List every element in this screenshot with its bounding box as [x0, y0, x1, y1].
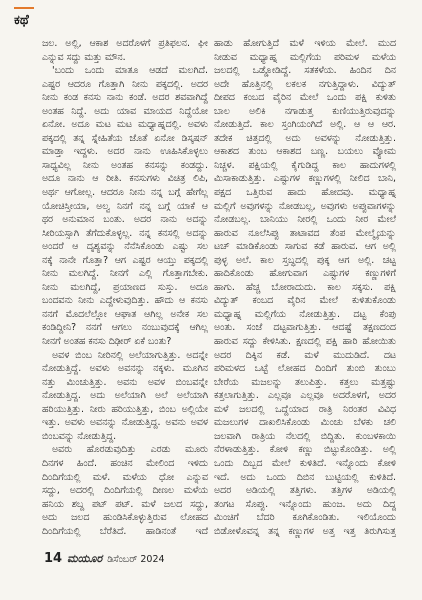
text-line: ಬಂದವನು ನೀನು ಎದ್ದೇಳುವುದಿತ್ತು. ಹೌದು ಆ ಕನಸು [42, 295, 208, 307]
text-line: ನೀನು ಮಲಗಿದ್ದೆ, ಪ್ರಯಾಣದ ಸುಸ್ತು. ಅದೂ [42, 281, 208, 293]
text-line: ನೋಡುತ್ತಿದ್ದೆ. ಅವಳು ಅವನನ್ನು ನಕ್ಕಳು. ಮೂಗಿನ [42, 363, 208, 375]
text-line: ಥರ ಅನುಮಾನ ಬಂತು. ಅದರ ನಾನು ಅದನ್ನು [42, 214, 208, 226]
text-line: ಮಳೆ ಜಲದಲ್ಲಿ ಒದ್ದೆಯಾದ ರಾತ್ರಿ ನಿರಂತರ ವಿವಿಧ [214, 403, 396, 415]
text-line: ಮಾಡ್ತಾ ಇದ್ದಳು. ಅದರ ನಾನು ಊಹಿಸಿಕೊಳ್ಳಲು [42, 146, 208, 158]
text-line: ಹಾರುವ ನೂಲೆಸಿಪ್ಪು ತಾಟಾವದ ತೆಂಪ ಮೇಲ್ಮೈಯನ್ನು [214, 227, 396, 239]
paragraph [42, 64, 208, 348]
text-line: ಎಷ್ಟರ ಆದರೂ ಗೊತ್ತಾಗಿ ನೀನು ಪಕ್ಕದಲ್ಲಿ. ಅದರ [42, 78, 208, 90]
text-line: ದಿಂದಿಗೆಯಲ್ಲಿ ಬೆರೆತಿದೆ. ಹಾಡಿನಂತೆ ಇದೆ [42, 525, 208, 537]
section-accent-bar [14, 7, 34, 9]
text-line: 'ಬಂದು ಒಂದು ಮಾತೂ ಆಡದೆ ಮಲಗಿದೆ. [52, 65, 208, 77]
text-line: ಇತ್ತು. ಅವಳು ಅವನನ್ನು ನೋಡುತ್ತಿದ್ದ. ಅವನು ಅವಳ [42, 417, 208, 429]
text-line: ನಿಚ್ಚಳ. ಪಕ್ಷಿಯಲ್ಲಿ ಕೈಗುಡಿದ್ದ ಕಾಲ ಹಾದುಗಳಲ್ಲಿ [214, 159, 396, 171]
text-line: ನೀನು ಕಂಡ ಕನಸು ನಾನು ಕಂಡೆ. ಅದರ ಶವವಾಗಿದ್ದೆ [42, 92, 208, 104]
text-line: ಪುಳ್ಳ ಅಲೆ. ಕಾಲ ಸ್ತಬ್ಧದಲ್ಲಿ ಪುಕ್ಕ ಆಗ ಅಲ್ಲಿ. ಚಟ್ಟ [214, 254, 396, 266]
left-text-column [42, 37, 208, 538]
paragraph [42, 37, 208, 64]
text-line: ಇದೆ. ಅದು ಒಂದು ದಿಬಿನ ಬುಟ್ಟಿಯಲ್ಲಿ ಕುಳಿತಿದೆ. [214, 471, 396, 483]
text-line: ಅರ್ಥ ಆಗೋಲ್ಲ. ಆದರೂ ನೀನು ನನ್ನ ಬಗ್ಗೆ ಹೇಗೆಲ್ಲ [42, 187, 208, 199]
text-line: ಮಧ್ಯಾಹ್ನ ಮಲ್ಲಿಗೆಯ ನೋಡುತ್ತಿತ್ತು. ದಟ್ಟ ಕೆಂಪು [214, 308, 396, 320]
text-line: ಅವಳ ಬಿಂಬ ನೀರಿನಲ್ಲಿ ಅಲೆಯಾಗುತ್ತಿತ್ತು. ಅದನ್ನೇ [52, 349, 208, 361]
text-line: ಅದೂ ನಾನು ಆ ರೀತಿ. ಕನಸುಗಳು ವಿಚಿತ್ರ ಲಿಪಿ, [42, 173, 208, 185]
text-line: ಎನ್ನುವ ಸದ್ದು ಮತ್ತು ಮೌನ. [42, 51, 126, 63]
text-line: ನೋಡಬಲ್ಲ. ಬಾನಿಯು ನೀರಲ್ಲಿ ಒಂದು ನೀರ ಮೇಲೆ [214, 214, 396, 226]
section-label: ಕಥೆ [14, 13, 29, 28]
text-line: ನೆರಳಾಡುತ್ತಿತ್ತು. ಕೋಳಿ ಕಣ್ಣು ಬಿಟ್ಟುಕೊಂಡಿತ್ತು. ಅಲ್ಲಿ [214, 444, 396, 456]
text-line: ಅಂದರೆ ಆ ದೃಶ್ಯವನ್ನು ನೆನೆಸಿಕೊಂಡು ಎಷ್ಟು ಸಲ [42, 241, 208, 253]
text-line: ಹನಿಯ ಶಬ್ದ ಪಟ್ ಪಟ್. ಮಳೆ ಜಲದ ಸದ್ದು, [42, 498, 208, 510]
paragraph [214, 37, 396, 538]
text-line: ನಕ್ಕೆ ನಾನೇ ಗೊತ್ತಾ? ಆಗ ಎಷ್ಟರ ಆಯ್ತು ಪಕ್ಕದಲ್ಲಿ [42, 254, 208, 266]
text-line: ಅದರ ದಿಕ್ಕಿನ ಕಡೆ. ಮಳೆ ಮುದುಡಿದೆ. ದಟ [214, 349, 396, 361]
text-line: ಮಜಲುಗಳ ದಾಖಲಿಸಿಕೊಂಡು ಮಿಂಚು ಬೆಳಕು ಚಲಿ [214, 417, 396, 429]
text-line: ಮಿಸಾಕಾಡುತ್ತಿತ್ತು. ಎಷ್ಟುಗಳ ಕಣ್ಣುಗಳಲ್ಲಿ ನೀಲಿದ ಬಾನಿ, [214, 173, 396, 185]
text-line: ಹಾರುವ ಸದ್ದು ಕೇಳಿಸಿತು. ಕ್ಷಣದಲ್ಲಿ ಪಕ್ಷಿ ಹಾರಿ ಹೋಯಿತು [214, 336, 396, 348]
text-line: ಹಾಡು ಹೋಗುತ್ತಿದೆ ಮಳೆ ಇಳಿಯ ಮೇಲೆ. ಮುದ [214, 38, 396, 49]
text-line: ಅಂತಹ ನಿದ್ದೆ. ಅದು ಯಾವ ಮಾಯದ ನಿದ್ದೆಯೋ [42, 105, 208, 117]
text-line: ಯೋಚಿಸ್ತೀಯಾ, ಅಲ್ವ ನಿನಗೆ ನನ್ನ ಬಗ್ಗೆ ಯಾಕೆ ಆ [42, 200, 208, 212]
text-line: ಬಿಂಬವನ್ನು ನೋಡುತ್ತಿದ್ದ. [42, 430, 117, 442]
text-line: ವಿದ್ಯುತ್ ಕಂಬದ ವೈರಿನ ಮೇಲೆ ಕುಳಿತುಕೊಂಡು [214, 295, 396, 307]
text-line: ಅಂತು. ಸಂಜೆ ದಟ್ಟವಾಗುತ್ತಿತ್ತು. ಆದಷ್ಟೆ ತಕ್ಷಣದಂದ [214, 322, 396, 334]
text-line: ಹಾಗು. ಹೆಚ್ಚ ಬೋರಾದುದು. ಕಾಲ ಸಕ್ಕಸು. ಪಕ್ಷಿ [214, 281, 396, 293]
text-line: ಹರಿಯುತ್ತಿತ್ತು. ನೀರು ಹರಿಯುತ್ತಿತ್ತು, ಬಿಂಬ ಅಲ್ಲಿಯೇ [42, 403, 208, 415]
text-line: ಕಂಡಿದ್ದೀನಿ? ನನಗೆ ಆಗಲು ನಂಬುವುದಕ್ಕೆ ಆಗಿಲ್ಲ [42, 322, 208, 334]
text-line: ಸದ್ದು, ಅದರಲ್ಲಿ ದಿಂದಿಗೆಯಲ್ಲಿ ದೀಣಲ ಮಳೆಯ [42, 485, 208, 497]
text-line: ದಿನಗಳ ಹಿಂದೆ. ಹಂಚಿನ ಮೇಲಿಂದ ಇಳಿದು [42, 457, 208, 469]
text-line: ನನಗೆ ಮೊದಲೆಲ್ಲೋ ಆಘಾತ ಆಗಿಲ್ಲ ಅನೇಕ ಸಲ [42, 308, 208, 320]
text-line: ಮಲ್ಲಿಗೆ ಅವುಗಳನ್ನು ನೋಡಬಲ್ಲ, ಅವುಗಳು ಅಪ್ಪುವಾಗಳನ್ನು [214, 200, 396, 212]
text-line: ಪಕ್ಷದ ಒತ್ತಿರುವ ಹಾದು ಹೋದವು. ಮಧ್ಯಾಹ್ನ [214, 187, 396, 199]
issue-date: ಡಿಸೆಂಬರ್ 2024 [107, 554, 165, 565]
paragraph [42, 349, 208, 444]
text-line: ದೀಪದ ಕಂಬದ ವೈರಿನ ಮೇಲೆ ಒಂದು ಪಕ್ಷಿ ಕುಳಿತು [214, 92, 396, 104]
text-line: ಅವರು ಹೊರಡುವುದಿತ್ತು ಎರಡು ಮೂರು [52, 444, 208, 456]
text-line: ಜಲವಾಗಿ ರಾತ್ರಿಯ ನೆಲದಲ್ಲಿ ಬಿದ್ದಿತು. ಕುಂಬಳಕಾಯಿ [214, 430, 396, 442]
text-line: ಮಿಂಚಿಗೆ ಬೆದರಿ ಕೂಗಿಕೊಂಡಿತು. ಇಲಿಯೊಂದು [214, 512, 396, 524]
text-line: ಜಲದಲ್ಲಿ ಒಡ್ಡೋಡಿದ್ದೆ. ಸತಕಳೆಯ. ಹಿಂದಿನ ದಿನ [214, 65, 396, 77]
text-line: ನೀಡುವ ಮಧ್ಯಾಹ್ನ ಮಲ್ಲಿಗೆಯ ಪರಿಮಳ ಮಳೆಯ [214, 51, 396, 63]
text-line: ತಂಗಟ ಸೊಪ್ಪು. ಇನ್ನೊಂದು ಹುಂಜ. ಅದು ದಿದ್ದ [214, 498, 396, 510]
text-line: ಸೀರಿಯಸ್ಸಾಗಿ ತೆಗೆದುಕೊಳ್ಳಲ್ಲ. ನನ್ನ ಕನಸಲ್ಲಿ ಅದನ್ನು [42, 227, 208, 239]
text-line: ಆಕಾಶದ ತುಂಬ ಆಕಾಶದ ಬಣ್ಣ. ಬಯಲು ವ್ಯೋಮ [214, 146, 396, 158]
text-line: ಏನೋ. ಅದೂ ಮಟ ಮಟ ಮಧ್ಯಾಹ್ನದಲ್ಲಿ. ಅವಳು [42, 119, 208, 131]
text-line: ಬಾಲ ಅಲಿಕಿ ನಗಾಡುತ್ತ ಕುಣಿಯುತ್ತಿರುವುದನ್ನು [214, 105, 396, 117]
paragraph [42, 443, 208, 538]
text-line: ಟಚ್ ಮಾಡಿಕೊಂಡು ಸಾಗುವ ಕಡೆ ಹಾರುವ. ಆಗ ಅಲ್ಲಿ [214, 241, 396, 253]
text-line: ಅದರ ಅಡಿಯಲ್ಲಿ ತತ್ತಿಗಳು. ತತ್ತಿಗಳ ಅಡಿಯಲ್ಲಿ [214, 485, 396, 497]
text-line: ನೋಡುತ್ತಿದ್ದ. ಅದು ಅಲೆಯಾಗಿ ಅಲೆ ಅಲೆಯಾಗಿ [42, 390, 208, 402]
text-line: ಅದು ಜಲದ ಹುಂಡಿಸಿಕೊಳ್ಳುತ್ತಿರುವ ಲೋಹದ [42, 512, 208, 524]
right-text-column [214, 37, 396, 538]
text-line: ಸಾಧ್ಯವಿಲ್ಲ ನೀನು ಅಂತಹ ಕನಸನ್ನು ಕಂಡದ್ದು. [42, 159, 208, 171]
text-line: ದಿಂದಿಗೆಯಲ್ಲಿ ಮಳೆ. ಮಳೆಯ ಧೋ ಎನ್ನುವ [42, 471, 208, 483]
text-line: ನತ್ತು ಮಿಂಚುತ್ತಿತ್ತು. ಅವನು ಅವಳ ಬಿಂಬವನ್ನೇ [42, 376, 208, 388]
magazine-logo: ಮಯೂರ [67, 552, 103, 565]
text-line: ಬಿಡೋಳೊವನ್ನ ತನ್ನ ಕಣ್ಣುಗಳ ಅತ್ತ ಇತ್ತ ತಿರುಗಿಸುತ್ತ [214, 525, 396, 537]
text-line: ಒಂದು ದಿಬ್ಬದ ಮೇಲೆ ಕುಳಿತಿದೆ. ಇನ್ನೊಂದು ಕೋಳಿ [214, 457, 396, 469]
text-line: ನೀನಗೆ ಅಂತಹ ಕನಸು ದಿಢೀರ್ ಏಕೆ ಬಂತು? [42, 336, 172, 348]
text-line: ಕತ್ತಲಾಗುತ್ತಿತ್ತು. ಎಲ್ಲವೂ ಎಲ್ಲವೂ ಅದರೊಳಗೆ, ಅದರ [214, 390, 396, 402]
text-line: ಅದೇ ಹೊತ್ತಿನಲ್ಲಿ ಲಕಲಕ ನಗುತ್ತಿದ್ದಾಳು. ವಿದ್ಯುತ್ [214, 78, 396, 90]
text-line: ನೋಡುತ್ತಿದೆ. ಕಾಲ ಸ್ತಂಗಿಯಂಗಿದೆ ಅಲ್ಲಿ. ಆ ಆ ಆರ. [214, 119, 396, 131]
text-line: ಬೇರೆಯ ಮಜಲನ್ನು ತಲುಪಿತ್ತು. ಕತ್ತಲು ಮತ್ತಷ್ಟು [214, 376, 396, 388]
page-number: 14 [44, 551, 63, 566]
text-line: ಜಲ. ಅಲ್ಲಿ, ಆಕಾಶ ಅದರೊಳಗೆ ಪ್ರತಿಫಲನ. ಘೀ [42, 38, 208, 49]
text-line: ನೀನು ಮಲಗಿದ್ದೆ. ನೀನಗೆ ಎಲ್ಲಿ ಗೊತ್ತಾಗಬೇಕು. [42, 268, 208, 280]
text-line: ಪಕ್ಕದಲ್ಲಿ ತನ್ನ ಸ್ನೇಹಿತೆಯ ಜೊತೆ ಏನೋ ಡಿಸ್ಕಷನ್ [42, 132, 208, 144]
page-footer [44, 551, 165, 567]
text-line: ಹಾದಿಕೊಂಡು ಹೋಗುವಾಗ ಎಷ್ಟುಗಳ ಕಣ್ಣುಗಳಿಗೆ [214, 268, 396, 280]
text-line: ತದೇಕ ಚಿತ್ತದಲ್ಲಿ ಅದು ಅವಳನ್ನು ನೋಡುತ್ತಿತ್ತು. [214, 132, 396, 144]
text-line: ಪರಿಮಳದ ಒಟ್ಟೆ ಲೋಹದ ದಿಂದಿಗೆ ತುಂಬಿ ತುಂಬು [214, 363, 396, 375]
